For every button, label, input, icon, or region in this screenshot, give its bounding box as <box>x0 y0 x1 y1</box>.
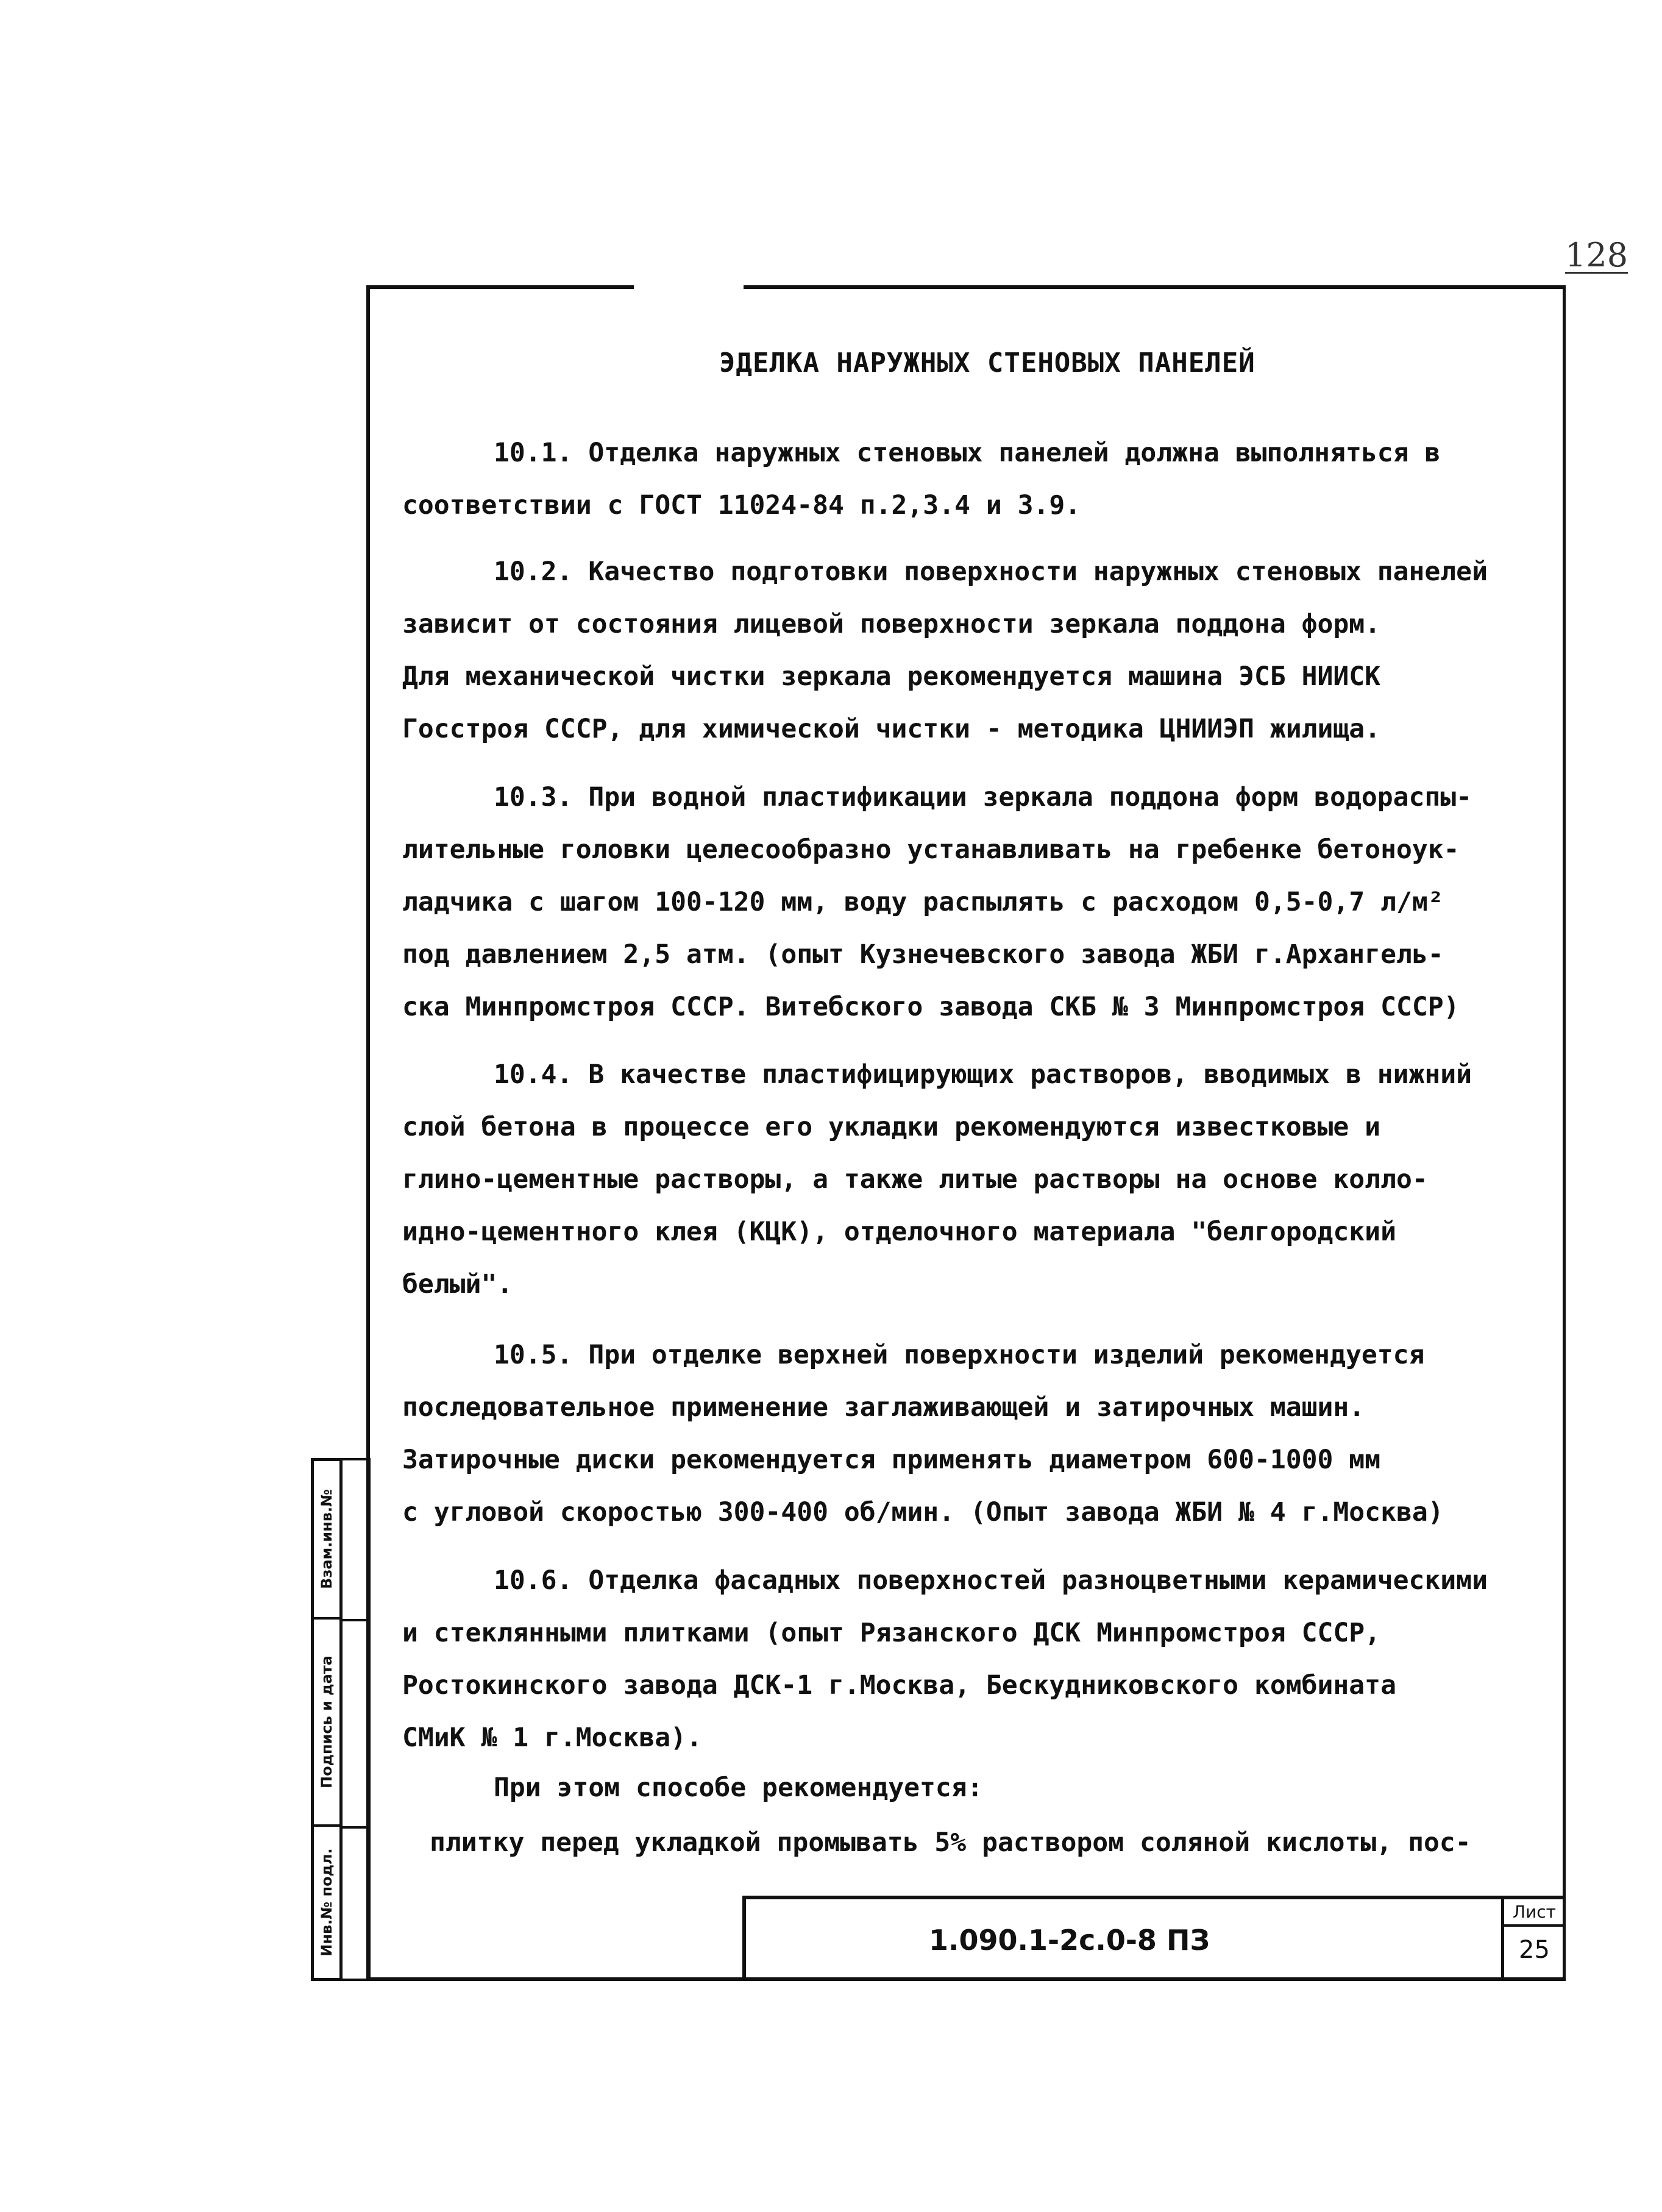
paragraph-line: Затирочные диски рекомендуется применять диаметром 600-1000 мм <box>402 1445 1381 1475</box>
paragraph-line: ладчика с шагом 100-120 мм, воду распылять с расходом 0,5-0,7 л/м² <box>402 887 1444 917</box>
paragraph-line: с угловой скоростью 300-400 об/мин. (Опыт завода ЖБИ № 4 г.Москва) <box>402 1497 1444 1527</box>
stamp-label: Взам.инв.№ <box>318 1489 335 1589</box>
stamp-divider <box>343 1826 368 1829</box>
sheet-number: 25 <box>1519 1936 1550 1964</box>
stamp-cell-replacement <box>314 1461 339 1620</box>
paragraph-10-2 <box>402 546 1548 755</box>
stamp-label: Подпись и дата <box>318 1655 335 1788</box>
paragraph-line: ска Минпромстроя СССР. Витебского завода СКБ № 3 Минпромстроя СССР) <box>402 992 1460 1022</box>
paragraph-line: глино-цементные растворы, а также литые растворы на основе колло- <box>402 1164 1428 1195</box>
stamp-strip-blank <box>343 1458 371 1981</box>
section-title: ЭДЕЛКА НАРУЖНЫХ СТЕНОВЫХ ПАНЕЛЕЙ <box>719 347 1255 379</box>
stamp-strip <box>311 1458 343 1981</box>
paragraph-line: соответствии с ГОСТ 11024-84 п.2,3.4 и 3.9. <box>402 490 1081 521</box>
paragraph-10-6 <box>402 1554 1548 1764</box>
paragraph-line: идно-цементного клея (КЦК), отделочного материала "белгородский <box>402 1217 1396 1247</box>
stamp-cell-signature <box>314 1620 339 1827</box>
paragraph-line: СМиК № 1 г.Москва). <box>402 1723 702 1753</box>
paragraph-line: последовательное применение заглаживающей и затирочных машин. <box>402 1392 1365 1423</box>
paragraph-line: 10.4. В качестве пластифицирующих растворов, вводимых в нижний <box>494 1059 1472 1090</box>
paragraph-method <box>402 1762 1548 1814</box>
paragraph-10-1 <box>402 427 1548 532</box>
paragraph-line: Ростокинского завода ДСК-1 г.Москва, Бескудниковского комбината <box>402 1670 1396 1701</box>
paragraph-line: Госстроя СССР, для химической чистки - методика ЦНИИЭП жилища. <box>402 714 1381 744</box>
frame-gap <box>634 282 744 290</box>
paragraph-line: плитку перед укладкой промывать 5% раствором соляной кислоты, пос- <box>430 1827 1471 1858</box>
paragraph-line: 10.2. Качество подготовки поверхности наружных стеновых панелей <box>494 557 1488 587</box>
title-block <box>742 1896 1564 1981</box>
paragraph-10-3 <box>402 771 1548 1033</box>
paragraph-line: и стеклянными плитками (опыт Рязанского ДСК Минпромстроя СССР, <box>402 1618 1381 1648</box>
paragraph-10-5 <box>402 1329 1548 1538</box>
paragraph-10-4 <box>402 1048 1548 1310</box>
paragraph-line: лительные головки целесообразно устанавливать на гребенке бетоноук- <box>402 834 1460 865</box>
paragraph-line: 10.6. Отделка фасадных поверхностей разноцветными керамическими <box>494 1565 1488 1596</box>
paragraph-line: 10.3. При водной пластификации зеркала поддона форм водораспы- <box>494 782 1472 813</box>
stamp-divider <box>343 1619 368 1621</box>
paragraph-line: под давлением 2,5 атм. (опыт Кузнечевского завода ЖБИ г.Архангель- <box>402 939 1444 970</box>
paragraph-line: слой бетона в процессе его укладки рекомендуются известковые и <box>402 1112 1381 1142</box>
paragraph-final <box>430 1816 1575 1869</box>
corner-page-number: 128 <box>1565 236 1628 274</box>
sheet-label: Лист <box>1504 1902 1564 1927</box>
document-code: 1.090.1-2с.0-8 ПЗ <box>929 1924 1210 1957</box>
paragraph-line: Для механической чистки зеркала рекомендуется машина ЭСБ НИИСК <box>402 661 1381 692</box>
stamp-cell-inventory <box>314 1827 339 1978</box>
paragraph-line: 10.1. Отделка наружных стеновых панелей должна выполняться в <box>494 438 1441 468</box>
paragraph-line: При этом способе рекомендуется: <box>494 1773 983 1803</box>
stamp-label: Инв.№ подл. <box>318 1848 335 1957</box>
sheet-box <box>1501 1899 1564 1981</box>
paragraph-line: 10.5. При отделке верхней поверхности изделий рекомендуется <box>494 1340 1425 1370</box>
paragraph-line: белый". <box>402 1269 513 1300</box>
paragraph-line: зависит от состояния лицевой поверхности зеркала поддона форм. <box>402 609 1381 639</box>
